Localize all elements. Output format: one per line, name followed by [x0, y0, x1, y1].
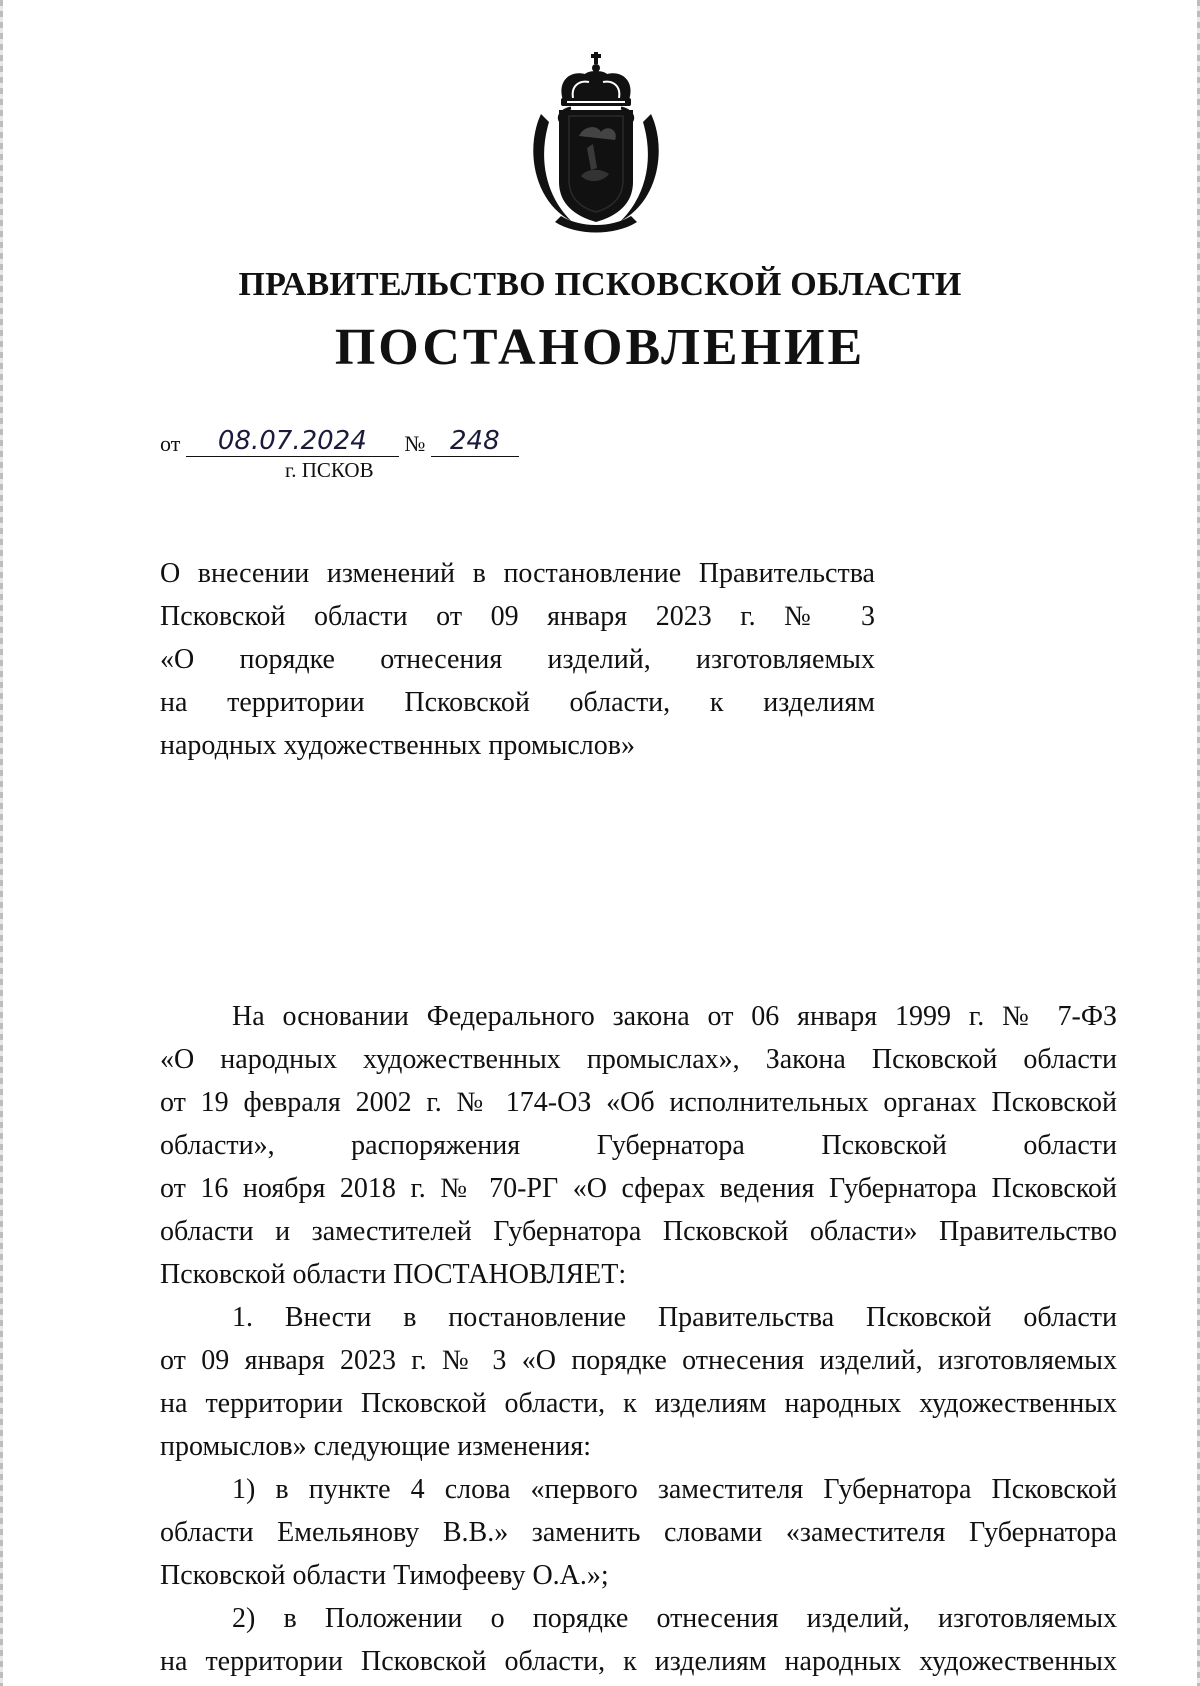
- document-body: [160, 995, 1117, 1683]
- document-subject: [160, 552, 875, 767]
- body-line: от 19 февраля 2002 г. № 174-ОЗ «Об исполнительных органах Псковской: [160, 1087, 1117, 1118]
- body-line: области», распоряжения Губернатора Псковской области: [160, 1130, 1117, 1161]
- document-date: 08.07.2024: [186, 426, 399, 457]
- body-line: области Емельянову В.В.» заменить словами «заместителя Губернатора: [160, 1517, 1117, 1548]
- body-line: Псковской области Тимофееву О.А.»;: [160, 1560, 609, 1591]
- number-label: №: [404, 431, 426, 456]
- scan-edge-left: [0, 0, 3, 1686]
- body-line: 1) в пункте 4 слова «первого заместителя Губернатора Псковской: [232, 1474, 1117, 1505]
- document-number: 248: [431, 426, 519, 457]
- body-line: промыслов» следующие изменения:: [160, 1431, 592, 1462]
- government-title: ПРАВИТЕЛЬСТВО ПСКОВСКОЙ ОБЛАСТИ: [238, 266, 962, 303]
- body-line: области и заместителей Губернатора Псковской области» Правительство: [160, 1216, 1117, 1247]
- body-line: 2) в Положении о порядке отнесения изделий, изготовляемых: [232, 1603, 1117, 1634]
- body-line: 1. Внести в постановление Правительства Псковской области: [232, 1302, 1117, 1333]
- pskov-oblast-coat-of-arms-icon: [527, 52, 665, 236]
- body-line: Псковской области ПОСТАНОВЛЯЕТ:: [160, 1259, 627, 1290]
- body-line: на территории Псковской области, к изделиям народных художественных: [160, 1646, 1117, 1677]
- subject-line: Псковской области от 09 января 2023 г. № 3: [160, 601, 875, 632]
- body-line: от 16 ноября 2018 г. № 70-РГ «О сферах ведения Губернатора Псковской: [160, 1173, 1117, 1204]
- date-label: от: [160, 431, 181, 456]
- issue-city: г. ПСКОВ: [285, 458, 374, 482]
- document-meta: [160, 428, 519, 459]
- document-type: ПОСТАНОВЛЕНИЕ: [334, 319, 866, 376]
- subject-line: на территории Псковской области, к изделиям: [160, 687, 875, 718]
- subject-line: «О порядке отнесения изделий, изготовляемых: [160, 644, 875, 675]
- subject-line: О внесении изменений в постановление Правительства: [160, 558, 875, 589]
- body-line: «О народных художественных промыслах», Закона Псковской области: [160, 1044, 1117, 1075]
- body-line: На основании Федерального закона от 06 января 1999 г. № 7-ФЗ: [232, 1001, 1117, 1032]
- body-line: от 09 января 2023 г. № 3 «О порядке отнесения изделий, изготовляемых: [160, 1345, 1117, 1376]
- body-line: на территории Псковской области, к изделиям народных художественных: [160, 1388, 1117, 1419]
- subject-line: народных художественных промыслов»: [160, 730, 636, 761]
